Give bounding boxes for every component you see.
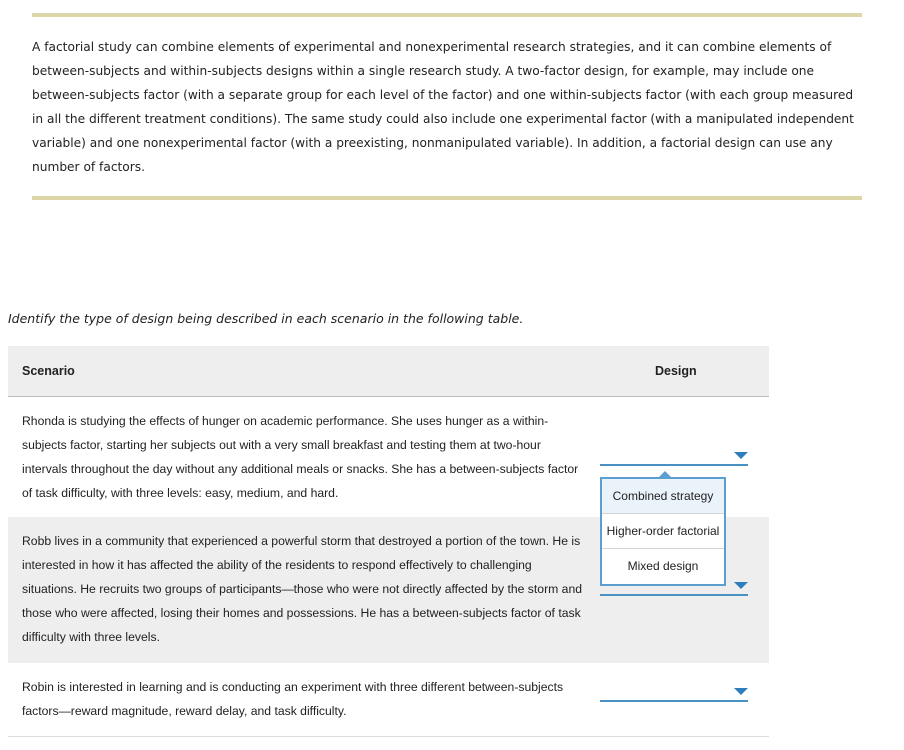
option-mixed-design[interactable]: Mixed design: [627, 559, 699, 573]
table-header: [8, 346, 769, 397]
scenario-header: Scenario: [22, 364, 75, 378]
intro-paragraph: A factorial study can combine elements of experimental and nonexperimental research strategies, and it can combine elements of between-subjects and within-subjects designs within a single research study. A two-factor design, for example, may include one between-subjects factor (with a separate group for each level of the factor) and one within-subjects factor (with each group measured in all the different treatment conditions). The same study could also include one experimental factor (with a manipulated independent variable) and one nonexperimental factor (with a preexisting, nonmanipulated variable). In addition, a factorial design can use any number of factors.: [32, 40, 854, 174]
chevron-down-icon[interactable]: [734, 688, 748, 695]
chevron-down-icon[interactable]: [734, 452, 748, 459]
design-header: Design: [655, 364, 697, 378]
design-select-1[interactable]: [600, 450, 748, 466]
dropdown-pointer-icon: [658, 471, 672, 478]
scenario-text: Robin is interested in learning and is conducting an experiment with three different between-subjects factors—reward magnitude, reward delay, and task difficulty.: [22, 680, 564, 718]
bottom-divider: [32, 196, 862, 200]
option-higher-order-factorial[interactable]: Higher-order factorial: [602, 514, 724, 549]
design-dropdown-menu: [600, 477, 726, 586]
instruction-text: Identify the type of design being described in each scenario in the following table.: [8, 311, 524, 326]
table-row: [8, 663, 769, 737]
chevron-down-icon[interactable]: [734, 582, 748, 589]
design-select-3[interactable]: [600, 686, 748, 702]
scenario-text: Rhonda is studying the effects of hunger on academic performance. She uses hunger as a within-subjects factor, starting her subjects out with a very small breakfast and testing them at two-hour intervals throughout the day without any additional meals or snacks. She has a between-subjects factor of task difficulty, with three levels: easy, medium, and hard.: [22, 414, 579, 500]
top-divider: [32, 13, 862, 17]
option-combined-strategy[interactable]: Combined strategy: [602, 479, 724, 514]
scenario-text: Robb lives in a community that experienced a powerful storm that destroyed a portion of the town. He is interested in how it has affected the ability of the residents to respond effectively to challenging situations. He recruits two groups of participants—those who were not directly affected by the storm and those who were affected, losing their homes and possessions. He has a between-subjects factor of task difficulty with three levels.: [22, 534, 582, 644]
